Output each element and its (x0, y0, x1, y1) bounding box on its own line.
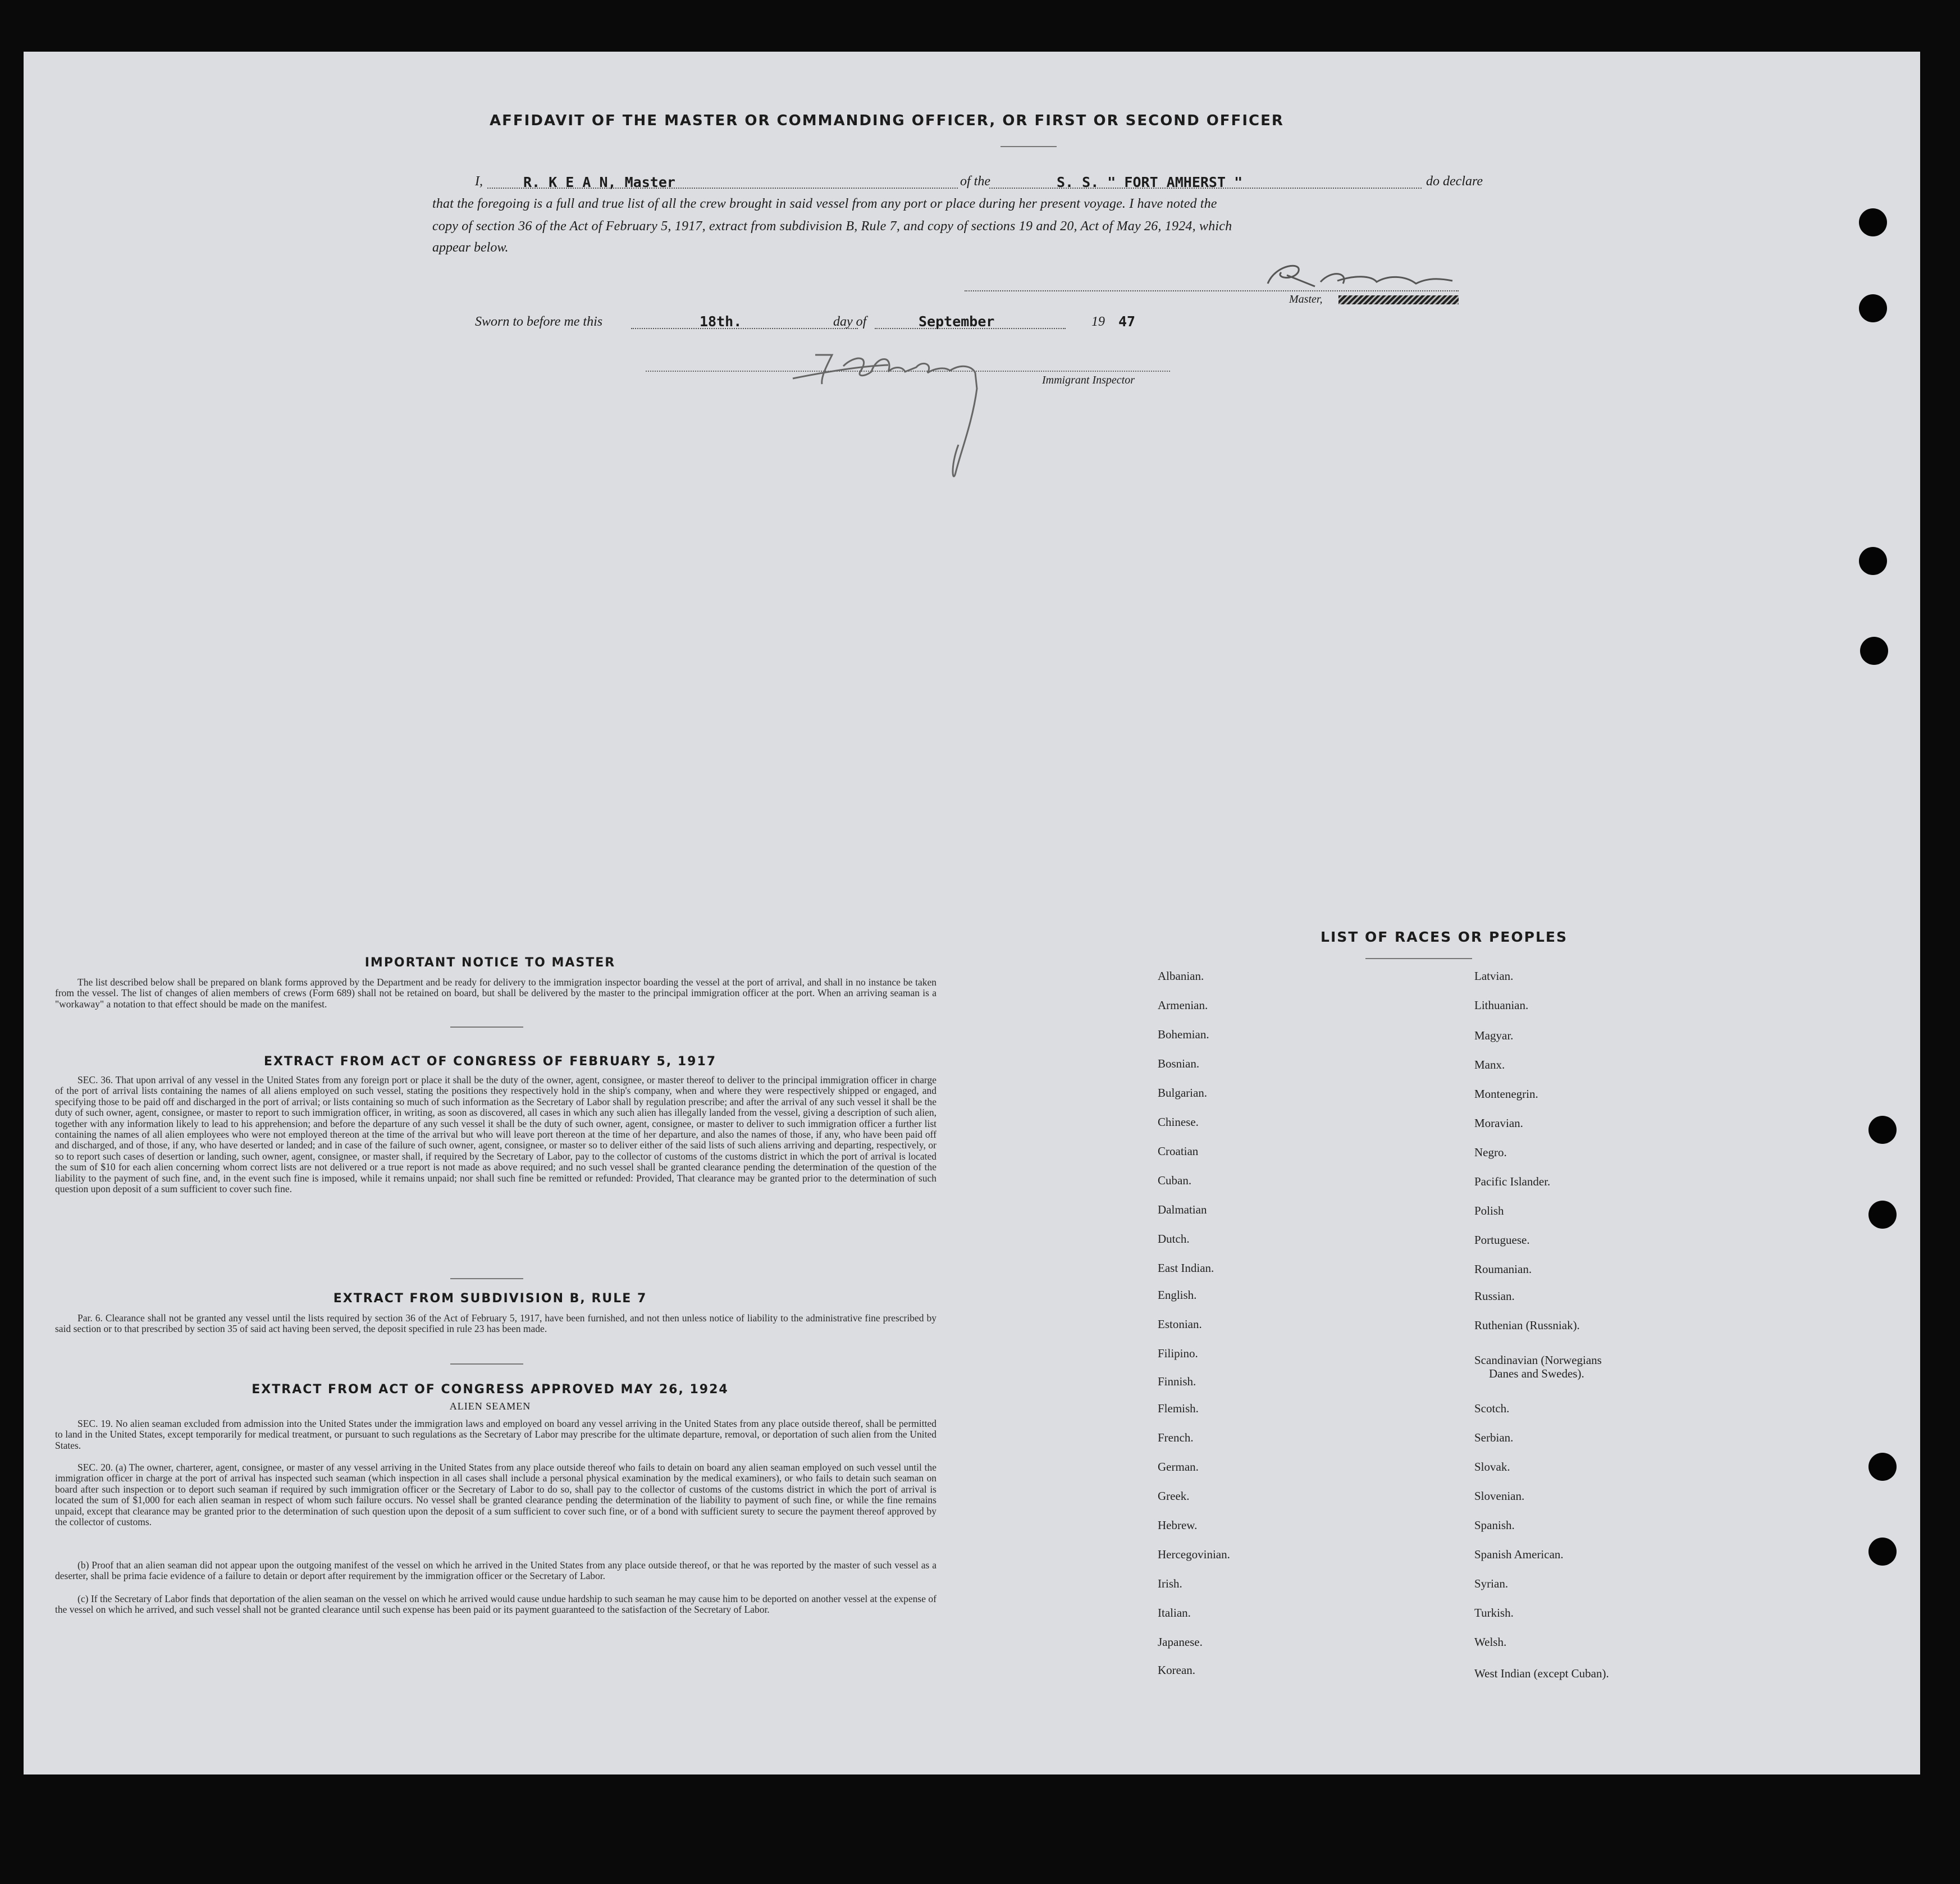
race-left: Italian. (1158, 1606, 1191, 1620)
punch-hole (1868, 1453, 1897, 1481)
notice-title: IMPORTANT NOTICE TO MASTER (364, 956, 616, 970)
punch-hole (1868, 1201, 1897, 1229)
affidavit-line-2: that the foregoing is a full and true list of all the crew brought in said vessel from any port or place during her present voyage. I have noted the (432, 197, 1217, 211)
sworn-month-field: September (919, 313, 995, 330)
affidavit-line-4: appear below. (432, 240, 509, 255)
sec-20a-text: SEC. 20. (a) The owner, charterer, agent, consignee, or master of any vessel arriving in the United States from any place outside thereof who fails to detain on board any alien seaman employed on such vessel until the immigration officer in charge at the port of arrival has inspected such seaman (which inspection in all cases shall include a personal physical examination by the medical examiners), or who fails to detain such seaman on board after such inspection or to deport such seaman if required by such immigration officer or the Secretary of Labor to do so, shall pay to the collector of customs of the customs district in which the port of arrival is located the sum of $1,000 for each alien seaman in respect of whom such failure occurs. No vessel shall be granted clearance pending the determination of the liability to payment of such fine, or while the fine remains unpaid, except that clearance may be granted prior to the determination of such question upon the deposit of a sum sufficient to cover such fine, or of a bond with sufficient surety to secure the payment thereof approved by the collector of customs. (55, 1462, 936, 1528)
race-left: Filipino. (1158, 1347, 1198, 1360)
race-right: Russian. (1474, 1289, 1515, 1303)
race-left: Chinese. (1158, 1115, 1199, 1129)
divider-3 (450, 1363, 523, 1365)
race-left: Finnish. (1158, 1375, 1196, 1388)
race-left: French. (1158, 1431, 1194, 1444)
race-left: Armenian. (1158, 998, 1208, 1012)
race-left: Hebrew. (1158, 1518, 1198, 1532)
sworn-day-field: 18th. (700, 313, 742, 330)
race-right: Polish (1474, 1204, 1504, 1217)
day-leader (631, 328, 858, 329)
inspector-label: Immigrant Inspector (1042, 374, 1135, 386)
sworn-year-field: 47 (1118, 313, 1136, 330)
race-right: Spanish. (1474, 1518, 1515, 1532)
document-page (24, 52, 1920, 1774)
race-right: Portuguese. (1474, 1233, 1530, 1247)
race-right: Spanish American. (1474, 1548, 1564, 1561)
race-left: Estonian. (1158, 1317, 1202, 1331)
rule-7-title: EXTRACT FROM SUBDIVISION B, RULE 7 (333, 1292, 647, 1306)
race-left: German. (1158, 1460, 1199, 1474)
race-right: Magyar. (1474, 1029, 1514, 1042)
race-right: Slovak. (1474, 1460, 1510, 1474)
race-left: Flemish. (1158, 1402, 1199, 1415)
race-right: Turkish. (1474, 1606, 1514, 1620)
race-left: Bohemian. (1158, 1028, 1209, 1041)
race-left: Korean. (1158, 1663, 1196, 1677)
race-left: Bulgarian. (1158, 1086, 1208, 1100)
race-right: Lithuanian. (1474, 998, 1529, 1012)
punch-hole (1859, 547, 1887, 575)
punch-hole (1868, 1538, 1897, 1566)
race-right: Roumanian. (1474, 1262, 1532, 1276)
master-name-field: R. K E A N, Master (523, 174, 675, 190)
race-left: Greek. (1158, 1489, 1190, 1503)
race-right: Latvian. (1474, 969, 1514, 983)
sec-19-text: SEC. 19. No alien seaman excluded from admission into the United States under the immigration laws and employed on board any vessel arriving in the United States from any place outside thereof, shall be permitted to land in the United States, except temporarily for medical treatment, or pursuant to such regulations as the Secretary of Labor may prescribe for the ultimate departure, removal, or deportation of such alien from the United States. (55, 1418, 936, 1451)
year-prefix-label: 19 (1091, 314, 1105, 329)
do-declare-label: do declare (1426, 174, 1483, 189)
divider-1 (450, 1027, 523, 1028)
punch-hole (1868, 1116, 1897, 1144)
race-right: Ruthenian (Russniak). (1474, 1319, 1580, 1332)
affidavit-title: AFFIDAVIT OF THE MASTER OR COMMANDING OFFICER, OR FIRST OR SECOND OFFICER (490, 112, 1284, 129)
race-right: Serbian. (1474, 1431, 1514, 1444)
race-left: Irish. (1158, 1577, 1182, 1590)
race-right: Syrian. (1474, 1577, 1509, 1590)
race-left: Cuban. (1158, 1174, 1192, 1187)
extract-1917-title: EXTRACT FROM ACT OF CONGRESS OF FEBRUARY 5, 1917 (263, 1055, 717, 1069)
races-title-rule (1365, 958, 1472, 959)
race-right: Danes and Swedes). (1489, 1367, 1584, 1380)
punch-hole (1860, 637, 1888, 665)
races-title: LIST OF RACES OR PEOPLES (1321, 929, 1568, 945)
day-of-label: day of (833, 314, 867, 329)
race-left: English. (1158, 1288, 1197, 1302)
inspector-signature (782, 332, 1029, 501)
notice-text: The list described below shall be prepared on blank forms approved by the Department and be ready for delivery to the immigration inspector boarding the vessel at the port of arrival, and shall in no instance be taken from the vessel. The list of changes of alien members of crews (Form 689) shall not be retained on board, but shall be delivered by the master to the principal immigration officer at the port. When an arriving seaman is a "workaway" a notation to that effect should be made on the manifest. (55, 977, 936, 1010)
race-left: Hercegovinian. (1158, 1548, 1230, 1561)
race-left: Japanese. (1158, 1635, 1203, 1649)
vessel-name-field: S. S. " FORT AMHERST " (1057, 174, 1243, 190)
race-right: Welsh. (1474, 1635, 1507, 1649)
sec-20c-text: (c) If the Secretary of Labor finds that deportation of the alien seaman on the vessel on which he arrived would cause undue hardship to such seaman he may cause him to be deported on another vessel at the expense of the vessel on which he arrived, and such vessel shall not be granted clearance until such expense has been paid or its payment guaranteed to the satisfaction of the Secretary of Labor. (55, 1593, 936, 1616)
master-signature (1264, 258, 1455, 292)
punch-hole (1859, 208, 1887, 236)
master-label: Master, (1289, 293, 1323, 305)
race-right: Negro. (1474, 1146, 1507, 1159)
race-left: East Indian. (1158, 1261, 1214, 1275)
race-right: Slovenian. (1474, 1489, 1525, 1503)
race-right: West Indian (except Cuban). (1474, 1667, 1609, 1680)
race-right: Scotch. (1474, 1402, 1510, 1415)
struck-out-label (1338, 295, 1459, 304)
punch-hole (1859, 294, 1887, 322)
extract-1917-text: SEC. 36. That upon arrival of any vessel in the United States from any foreign port or place it shall be the duty of the owner, agent, consignee, or master thereof to deliver to the principal immigration officer in charge of the port of arrival lists containing the names of all aliens employed on such vessel, stating the positions they respectively hold in the ship's company, when and where they were respectively shipped or engaged, and specifying those to be paid off and discharged in the port of arrival; or lists containing so much of such information as the Secretary of Labor shall by regulation prescribe; and after the arrival of any such vessel it shall be the duty of such owner, agent, consignee, or master to report to such immigration officer, in writing, as soon as discovered, all cases in which any such alien has illegally landed from the vessel, giving a description of such alien, together with any information likely to lead to his apprehension; and before the departure of any such vessel it shall be the duty of such owner, agent, consignee, or master to deliver to such immigration officer a further list containing the names of all alien employees who were not employed thereon at the time of the arrival but who will leave port thereon at the time of her departure, and also the names of those, if any, who have been paid off and discharged, and of those, if any, who have deserted or landed; and in case of the failure of such owner, agent, consignee, or master so to deliver either of the said lists of such aliens arriving and departing, respectively, or so to report such cases of desertion or landing, such owner, agent, consignee, or master shall, if required by the Secretary of Labor, pay to the collector of customs of the customs district in which the port of arrival is located the sum of $10 for each alien concerning whom correct lists are not delivered or a true report is not made as above required; and no such vessel shall be granted clearance pending the determination of the question of the liability to the payment of such fine, and, in the event such fine is imposed, while it remains unpaid; nor shall such fine be remitted or refunded: Provided, That clearance may be granted prior to the determination of such question upon deposit of a sum sufficient to cover such fine. (55, 1074, 936, 1195)
sec-20b-text: (b) Proof that an alien seaman did not appear upon the outgoing manifest of the vessel on which he arrived in the United States from any place outside thereof, or that he was reported by the master of such vessel as a deserter, shall be prima facie evidence of a failure to detain or deport after requirement by the immigration officer or the Secretary of Labor. (55, 1559, 936, 1582)
extract-1924-title: EXTRACT FROM ACT OF CONGRESS APPROVED MAY 26, 1924 (252, 1383, 729, 1397)
race-left: Albanian. (1158, 969, 1204, 983)
sworn-label: Sworn to before me this (475, 314, 603, 329)
race-left: Dutch. (1158, 1232, 1190, 1246)
race-right: Pacific Islander. (1474, 1175, 1551, 1188)
race-right: Moravian. (1474, 1116, 1523, 1130)
of-the-label: of the (960, 174, 990, 189)
i-label: I, (475, 174, 483, 189)
race-right: Manx. (1474, 1058, 1505, 1071)
title-rule (1000, 146, 1057, 147)
race-right: Montenegrin. (1474, 1087, 1538, 1101)
race-left: Croatian (1158, 1144, 1199, 1158)
race-left: Dalmatian (1158, 1203, 1207, 1216)
extract-1924-subtitle: ALIEN SEAMEN (449, 1401, 531, 1412)
affidavit-line-3: copy of section 36 of the Act of February 5, 1917, extract from subdivision B, Rule 7, and copy of sections 19 and 20, Act of May 26, 1924, which (432, 219, 1232, 234)
race-right: Scandinavian (Norwegians (1474, 1353, 1602, 1367)
divider-2 (450, 1278, 523, 1279)
rule-7-text: Par. 6. Clearance shall not be granted any vessel until the lists required by section 36 of the Act of February 5, 1917, have been furnished, and not then unless notice of liability to the administrative fine prescribed by said section or to that prescribed by section 35 of said act having been served, the deposit specified in rule 23 has been made. (55, 1312, 936, 1335)
inspector-signature-line (646, 371, 1170, 372)
race-left: Bosnian. (1158, 1057, 1200, 1070)
